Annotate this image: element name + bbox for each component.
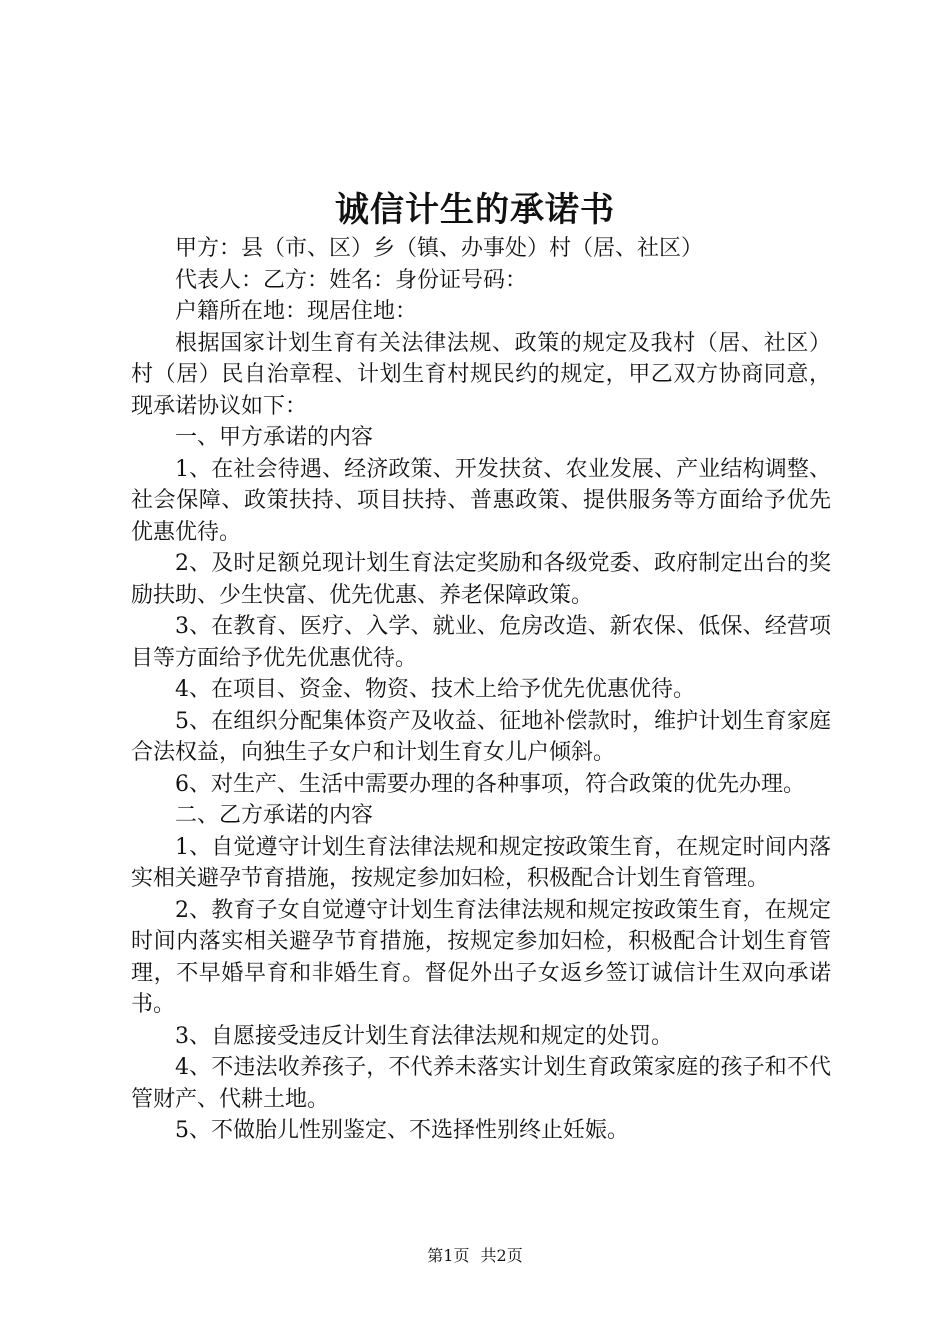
preamble-paragraph: 根据国家计划生育有关法律法规、政策的规定及我村（居、社区）村（居）民自治章程、计划生育村规民约的规定，甲乙双方协商同意，现承诺协议如下： bbox=[131, 330, 831, 419]
section-heading-party-b: 二、乙方承诺的内容 bbox=[175, 803, 374, 828]
party-a-item-4: 4、在项目、资金、物资、技术上给予优先优惠优待。 bbox=[175, 677, 695, 702]
party-a-item-2: 2、及时足额兑现计划生育法定奖励和各级党委、政府制定出台的奖励扶助、少生快富、优先优惠、养老保障政策。 bbox=[131, 551, 831, 608]
section-heading-party-a: 一、甲方承诺的内容 bbox=[175, 425, 374, 450]
page-number: 第1页 bbox=[427, 1246, 470, 1265]
party-b-item-5: 5、不做胎儿性别鉴定、不选择性别终止妊娠。 bbox=[175, 1118, 629, 1143]
party-a-item-1: 1、在社会待遇、经济政策、开发扶贫、农业发展、产业结构调整、社会保障、政策扶持、项目扶持、普惠政策、提供服务等方面给予优先优惠优待。 bbox=[131, 456, 831, 545]
party-a-item-5: 5、在组织分配集体资产及收益、征地补偿款时，维护计划生育家庭合法权益，向独生子女户和计划生育女儿户倾斜。 bbox=[131, 708, 831, 765]
party-a-item-6: 6、对生产、生活中需要办理的各种事项，符合政策的优先办理。 bbox=[175, 771, 805, 797]
document-title: 诚信计生的承诺书 bbox=[335, 190, 615, 230]
party-a-line: 甲方：县（市、区）乡（镇、办事处）村（居、社区） bbox=[175, 236, 704, 261]
representative-line: 代表人：乙方：姓名：身份证号码： bbox=[175, 267, 528, 293]
party-b-item-1: 1、自觉遵守计划生育法律法规和规定按政策生育，在规定时间内落实相关避孕节育措施，按规定参加妇检，积极配合计划生育管理。 bbox=[131, 834, 831, 891]
page-total: 共2页 bbox=[480, 1246, 523, 1265]
party-a-item-3: 3、在教育、医疗、入学、就业、危房改造、新农保、低保、经营项目等方面给予优先优惠优待。 bbox=[131, 614, 831, 671]
document-body bbox=[131, 233, 831, 1147]
party-b-item-3: 3、自愿接受违反计划生育法律法规和规定的处罚。 bbox=[175, 1023, 673, 1049]
party-b-item-2: 2、教育子女自觉遵守计划生育法律法规和规定按政策生育，在规定时间内落实相关避孕节育措施，按规定参加妇检，积极配合计划生育管理，不早婚早育和非婚生育。督促外出子女返乡签订诚信计生双向承诺书。 bbox=[131, 897, 831, 1017]
party-b-item-4: 4、不违法收养孩子，不代养未落实计划生育政策家庭的孩子和不代管财产、代耕土地。 bbox=[131, 1055, 831, 1112]
residence-line: 户籍所在地：现居住地： bbox=[175, 299, 418, 324]
page-footer bbox=[0, 1245, 950, 1267]
